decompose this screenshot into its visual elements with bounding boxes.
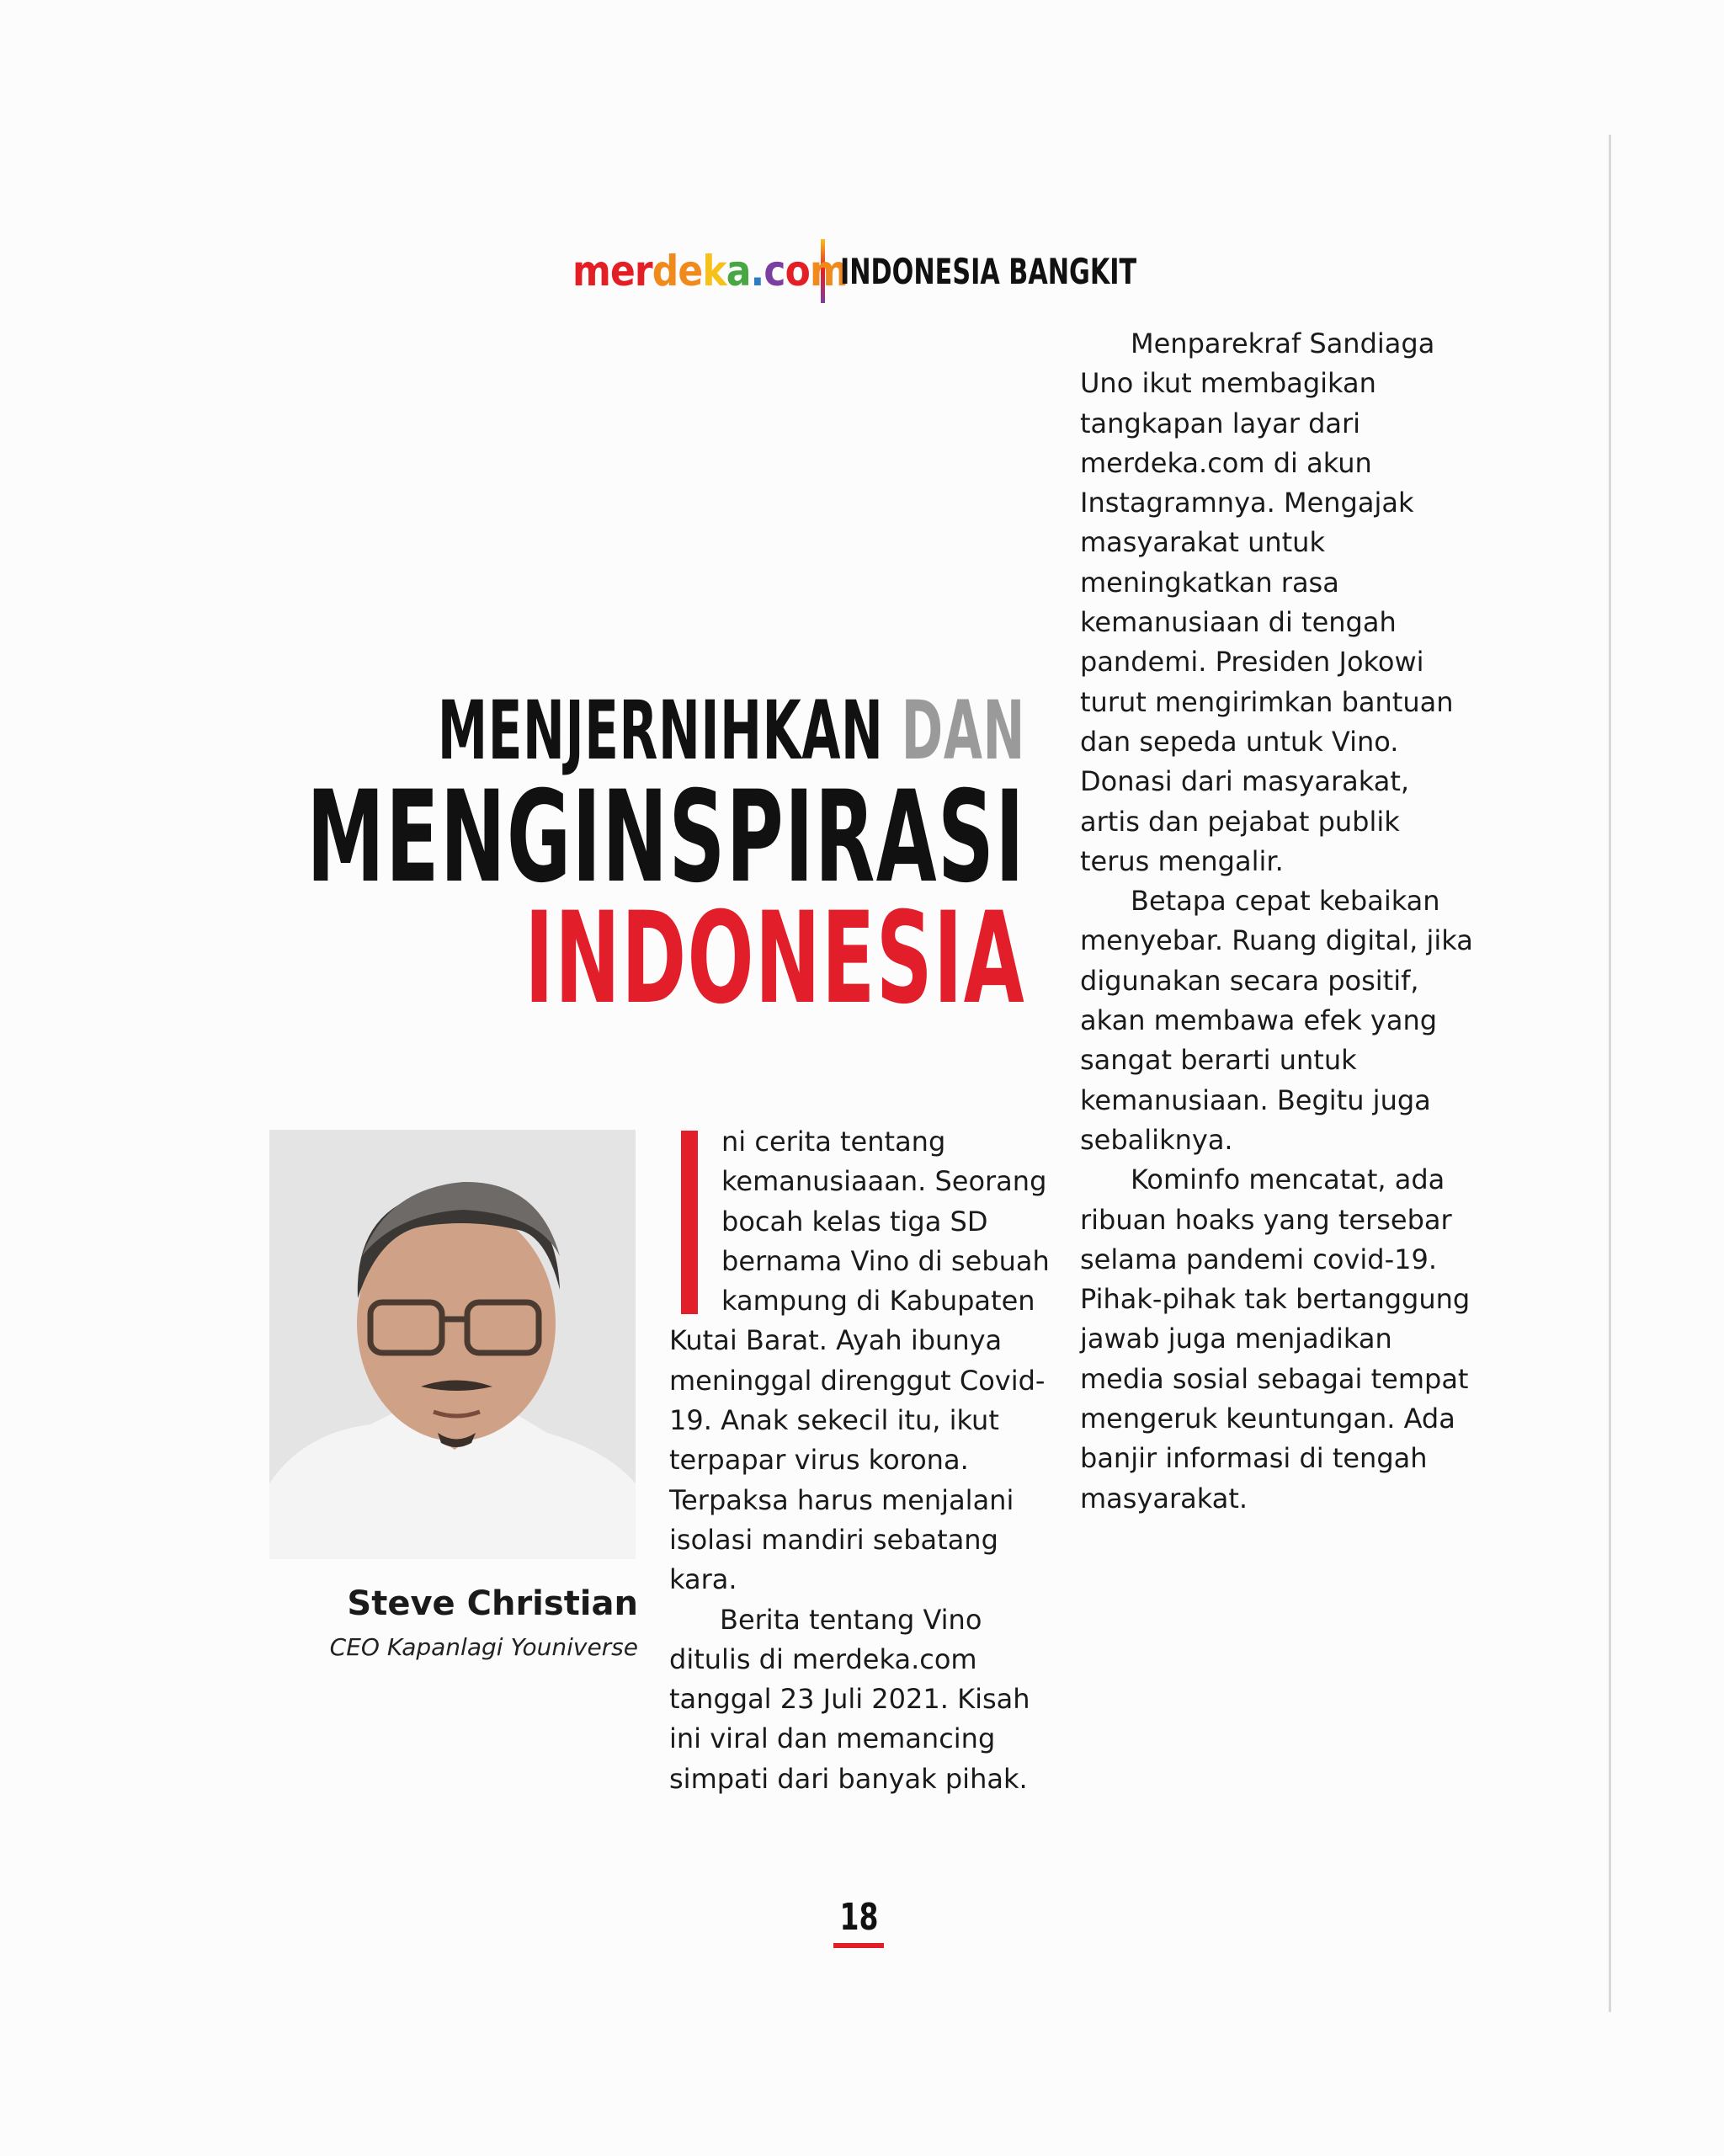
author-role: CEO Kapanlagi Youniverse [329, 1633, 638, 1661]
headline-word-gray: DAN [901, 684, 1025, 778]
logo-part: a [726, 247, 751, 295]
paragraph: Kominfo mencatat, ada ribuan hoaks yang tersebar selama pandemi covid-19. Pihak-pihak tak bertanggung jawab juga menjadikan media sosial sebagai tempat mengeruk keuntungan. Ada banjir informasi di tengah masyarakat. [1080, 1163, 1471, 1515]
author-photo [269, 1130, 636, 1559]
logo-part: m [809, 247, 848, 295]
headline-word: MENJERNIHKAN [437, 684, 884, 778]
author-name: Steve Christian [347, 1584, 638, 1623]
page-edge-rule [1609, 135, 1611, 2012]
logo-part: mer [572, 247, 652, 295]
logo-part: de [652, 247, 703, 295]
headline-line-3: INDONESIA [524, 886, 1025, 1032]
author-portrait-illustration [269, 1130, 636, 1559]
article-headline [0, 684, 1025, 1032]
logo-part: k [702, 247, 726, 295]
paragraph: ni cerita tentang kemanusiaaan. Seorang bocah kelas tiga SD bernama Vino di sebuah kampung di Kabupaten Kutai Barat. Ayah ibunya meninggal direnggut Covid-19. Anak sekecil itu, ikut terpapar virus korona. Terpaksa harus menjalani isolasi mandiri sebatang kara. [669, 1126, 1050, 1596]
logo-part: c [764, 247, 785, 295]
page-number: 18 [839, 1896, 879, 1939]
headline-line-1 [306, 684, 1025, 778]
logo-part: . [750, 247, 764, 295]
paragraph: Berita tentang Vino ditulis di merdeka.com tanggal 23 Juli 2021. Kisah ini viral dan memancing simpati dari banyak pihak. [669, 1603, 1030, 1795]
article-column-1 [669, 1122, 1061, 1799]
merdeka-logo [572, 247, 848, 295]
logo-part: o [785, 247, 810, 295]
dropcap-bar [681, 1131, 698, 1314]
page-number-underline [833, 1943, 884, 1948]
article-column-2 [1080, 324, 1476, 1519]
paragraph: Menparekraf Sandiaga Uno ikut membagikan tangkapan layar dari merdeka.com di akun Instagramnya. Mengajak masyarakat untuk meningkatkan rasa kemanusiaan di tengah pandemi. Presiden Jokowi turut mengirimkan bantuan dan sepeda untuk Vino. Donasi dari masyarakat, artis dan pejabat publik terus mengalir. [1080, 327, 1454, 877]
headline-line-2: MENGINSPIRASI [306, 764, 1025, 911]
paragraph: Betapa cepat kebaikan menyebar. Ruang digital, jika digunakan secara positif, akan membawa efek yang sangat berarti untuk kemanusiaan. Begitu juga sebaliknya. [1080, 885, 1473, 1156]
masthead [572, 237, 1252, 305]
section-title: INDONESIA BANGKIT [840, 250, 1137, 292]
